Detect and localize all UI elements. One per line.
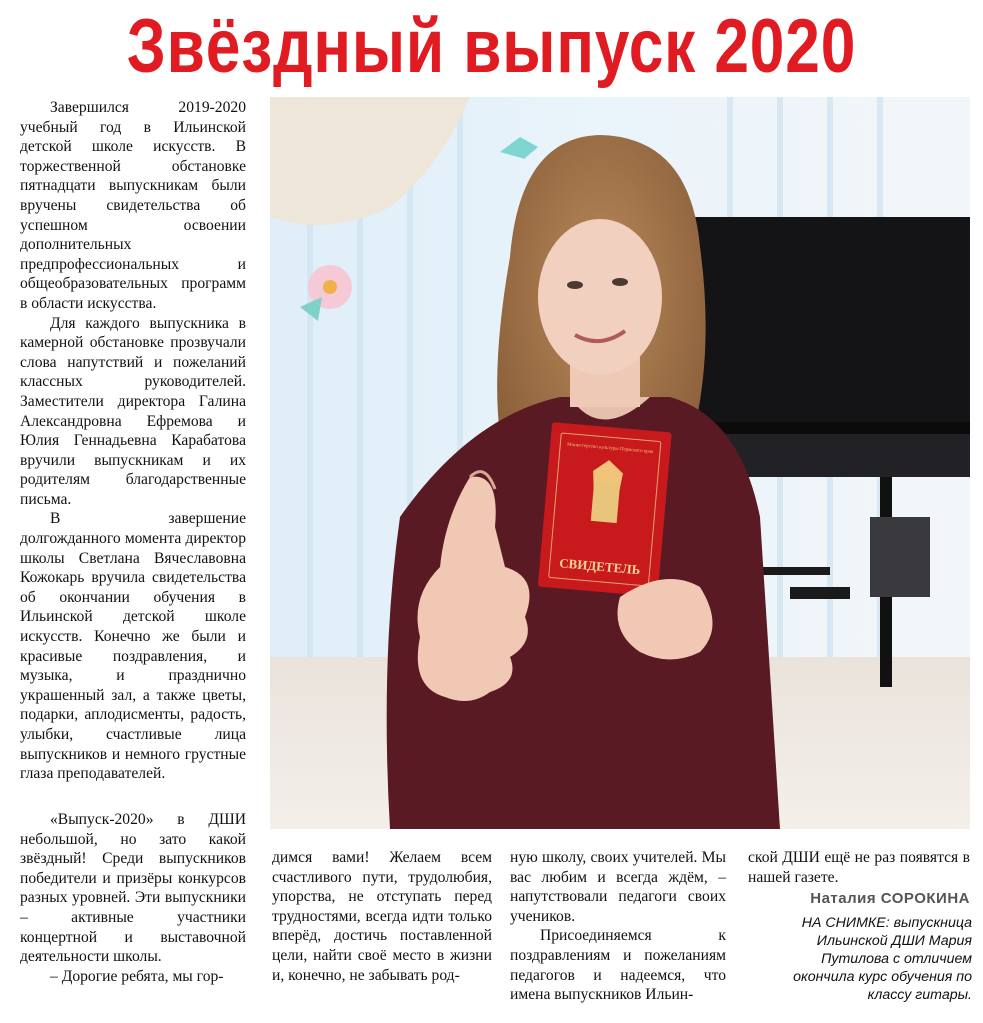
- certificate-title: СВИДЕТЕЛЬ: [558, 555, 641, 578]
- headline: Звёздный выпуск 2020: [126, 4, 857, 89]
- paragraph: димся вами! Желаем всем счастливого пути, трудолюбия, упорства, не отступать перед трудностями, всегда идти только вперёд, достичь поставленной цели, найти своё место в жизни и, конечно, не забывать род-: [272, 849, 492, 984]
- certificate-header: Министерство культуры Пермского края: [566, 442, 654, 455]
- paragraph: «Выпуск-2020» в ДШИ небольшой, но зато какой звёздный! Среди выпускников победители и призёры конкурсов разных уровней. Эти выпускники – активные участники концертной и выставочной деятельности школы.: [20, 811, 246, 966]
- article-column-3: [510, 848, 726, 1018]
- paragraph: Для каждого выпускника в камерной обстановке прозвучали слова напутствий и пожеланий классных руководителей. Заместители директора Галина Александровна Ефремова и Юлия Геннадьевна Карабатова вручили выпускникам и их родителям благодарственные письма.: [20, 314, 246, 508]
- paragraph: Завершился 2019-2020 учебный год в Ильинской детской школе искусств. В торжественной обстановке пятнадцати выпускникам были вручены свидетельства об успешном освоении дополнительных предпрофессиональных и общеобразовательных программ в области искусства.: [20, 99, 246, 312]
- paragraph: В завершение долгожданного момента директор школы Светлана Вячеславовна Кожокарь вручила свидетельства об окончании обучения в Ильинской детской школе искусств. Конечно же были и красивые поздравления, и музыка, и празднично украшенный зал, а также цветы, подарки, аплодисменты, радость, улыбки, счастливые лица выпускников и немного грустные глаза преподавателей.: [20, 510, 246, 783]
- article-column-1-bottom: [20, 810, 246, 1015]
- paragraph: ской ДШИ ещё не раз появятся в нашей газете.: [748, 849, 970, 886]
- certificate-booklet: [538, 422, 672, 597]
- article-column-4: [748, 848, 970, 892]
- photo-caption: НА СНИМКЕ: выпускница Ильинской ДШИ Мария Путилова с отличием окончила курс обучения по классу гитары.: [793, 915, 972, 1003]
- paragraph: ную школу, своих учителей. Мы вас любим и всегда ждём, – напутствовали педагоги своих учеников.: [510, 849, 726, 925]
- author-byline: Наталия СОРОКИНА: [810, 890, 970, 907]
- article-column-1: [20, 98, 246, 808]
- article-photo: [270, 97, 970, 829]
- article-column-2: [272, 848, 492, 1018]
- paragraph: – Дорогие ребята, мы гор-: [50, 967, 224, 985]
- photo-illustration: [270, 97, 970, 829]
- paragraph: Присоединяемся к поздравлениям и пожеланиям педагогов и надеемся, что имена выпускников Ильин-: [510, 927, 726, 1004]
